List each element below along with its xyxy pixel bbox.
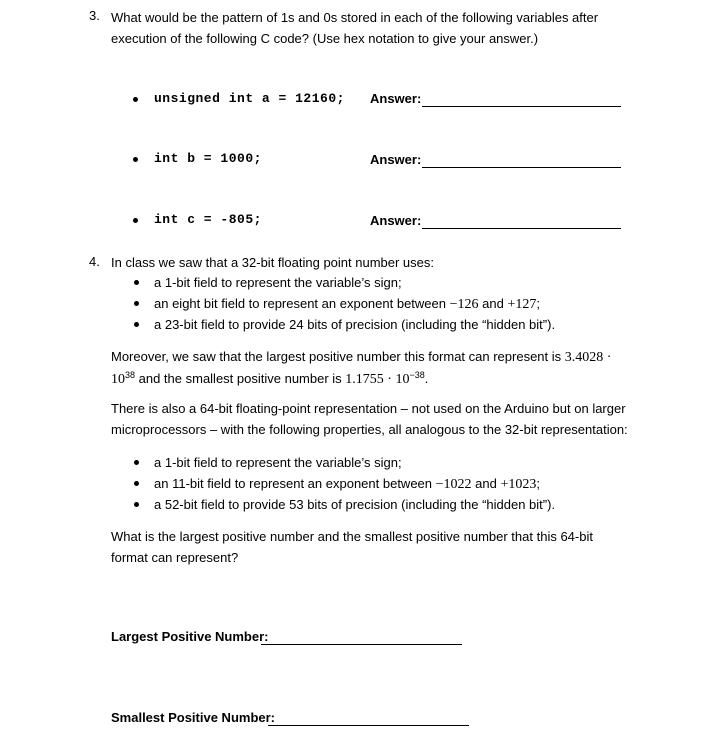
- q4-question: What is the largest positive number and the smallest positive number that this 64-bit format can represent?: [111, 529, 593, 565]
- bullet-icon: [134, 481, 139, 486]
- largest-answer-line[interactable]: [261, 644, 462, 645]
- answer-label-c: Answer:: [370, 213, 422, 228]
- bullet32-precision: a 23-bit field to provide 24 bits of precision (including the “hidden bit”).: [154, 317, 556, 332]
- bullet-icon: [134, 460, 139, 465]
- bullet-icon: [133, 97, 138, 102]
- q4-number: 4.: [89, 254, 100, 269]
- bullet-icon: [133, 218, 138, 223]
- answer-label-b: Answer:: [370, 152, 422, 167]
- bullet-icon: [133, 157, 138, 162]
- answer-label-a: Answer:: [370, 91, 422, 106]
- code-int-b: int b = 1000;: [154, 151, 262, 166]
- bullet-icon: [134, 502, 139, 507]
- moreover-paragraph: Moreover, we saw that the largest positive number this format can represent is 3.4028 · $10^{38}$ and the smallest positive number is $1.1755 \cdot 10^{-38}$.: [111, 349, 612, 387]
- bullet32-exponent: an eight bit field to represent an exponent between −126 and +127;: [154, 296, 540, 312]
- bullet-icon: [134, 322, 139, 327]
- answer-line-a[interactable]: [422, 106, 621, 107]
- bullet64-precision: a 52-bit field to provide 53 bits of precision (including the “hidden bit”).: [154, 497, 556, 512]
- answer-line-c[interactable]: [422, 228, 621, 229]
- smallest-answer-line[interactable]: [268, 725, 469, 726]
- also64-paragraph: There is also a 64-bit floating-point representation – not used on the Arduino but on larger microprocessors – with the following properties, all analogous to the 32-bit representation:: [111, 401, 628, 437]
- q3-number: 3.: [89, 8, 100, 23]
- q3-prompt-line2: execution of the following C code? (Use hex notation to give your answer.): [111, 31, 539, 46]
- bullet64-sign: a 1-bit field to represent the variable’s sign;: [154, 455, 402, 470]
- bullet64-exponent: an 11-bit field to represent an exponent between −1022 and +1023;: [154, 476, 540, 492]
- smallest-label: Smallest Positive Number:: [111, 710, 275, 725]
- code-int-c: int c = -805;: [154, 212, 262, 227]
- bullet32-sign: a 1-bit field to represent the variable’s sign;: [154, 275, 402, 290]
- q4-intro: In class we saw that a 32-bit floating point number uses:: [111, 255, 435, 270]
- largest-label: Largest Positive Number:: [111, 629, 269, 644]
- code-unsigned-int-a: unsigned int a = 12160;: [154, 91, 345, 106]
- q3-prompt-line1: What would be the pattern of 1s and 0s stored in each of the following variables after: [111, 10, 599, 25]
- bullet-icon: [134, 280, 139, 285]
- answer-line-b[interactable]: [422, 167, 621, 168]
- bullet-icon: [134, 301, 139, 306]
